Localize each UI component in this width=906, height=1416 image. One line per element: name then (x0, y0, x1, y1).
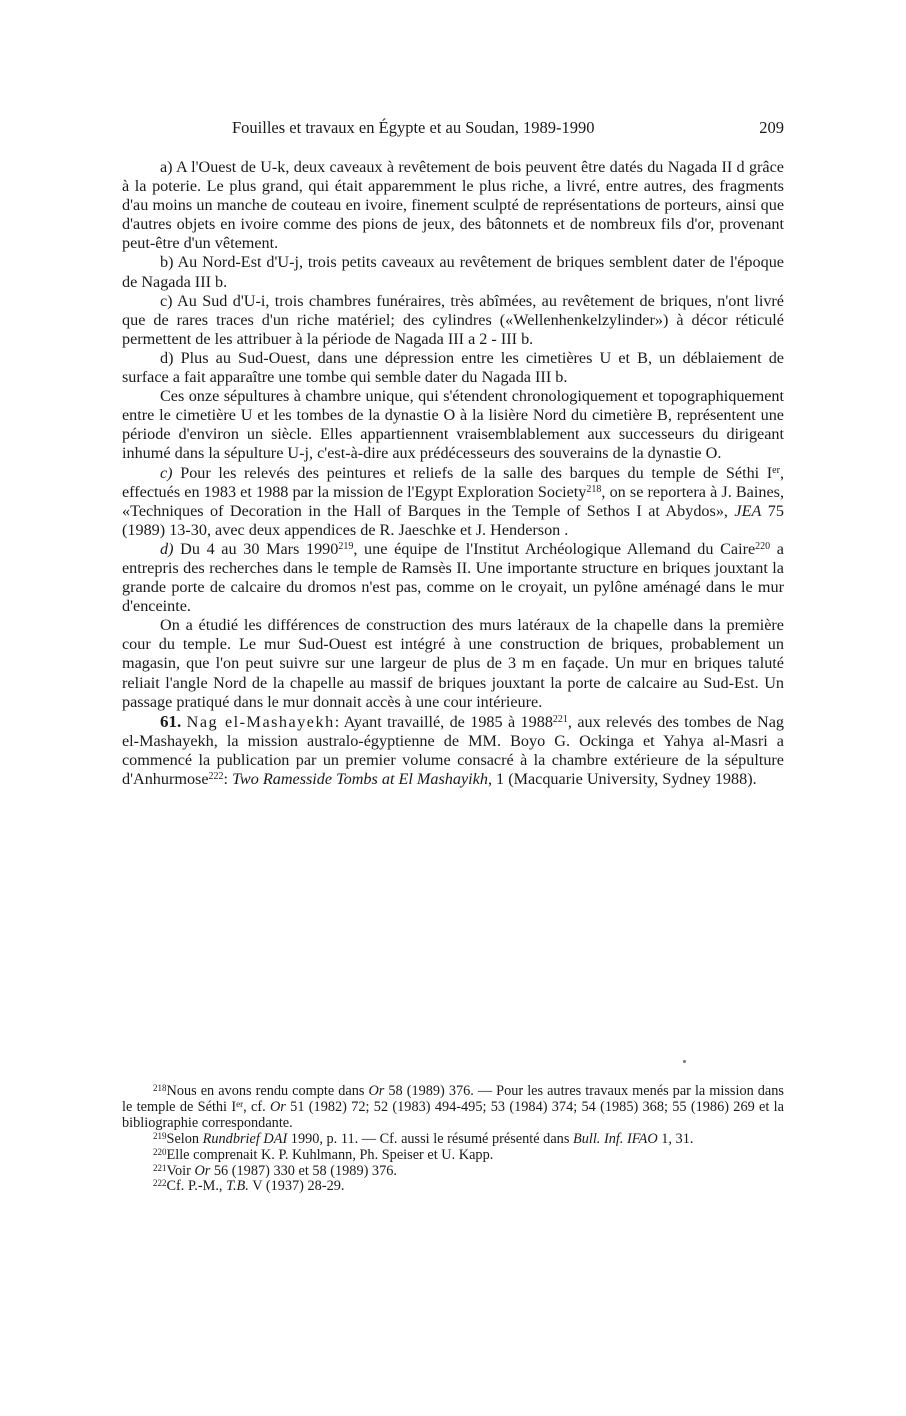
paragraph-sethi-temple: c) Pour les relevés des peintures et reliefs de la salle des barques du temple de Séthi Ier, effectués en 1983 et 1988 par la mission de l'Egypt Exploration Society$^{218}$, on se reportera à J. Baines, «Techniques of Decoration in the Hall of Barques in the Temple of Sethos I at Abydos», JEA 75 (1989) 13-30, avec deux appendices de R. Jaeschke et J. Henderson . (122, 463, 784, 539)
footnote-219: $^{219}$Selon Rundbrief DAI 1990, p. 11. — Cf. aussi le résumé présenté dans Bull. Inf. IFAO 1, 31. (153, 1130, 694, 1147)
footnote-220: $^{220}$Elle comprenait K. P. Kuhlmann, Ph. Speiser et U. Kapp. (153, 1146, 494, 1163)
footnote-ref-221[interactable]: 221 (552, 713, 568, 725)
footnotes (122, 1084, 784, 1195)
footnote-222: $^{222}$Cf. P.-M., T.B. V (1937) 28-29. (153, 1178, 345, 1195)
paragraph-a: a) A l'Ouest de U-k, deux caveaux à revêtement de bois peuvent être datés du Nagada II d grâce à la poterie. Le plus grand, qui était apparemment le plus riche, a livré, entre autres, des fragments d'au moins un manche de couteau en ivoire, finement sculpté de représentations de porteurs, ainsi que d'autres objets en ivoire comme des pions de jeux, des bâtonnets et de nombreux fils d'or, provenant peut-être d'un vêtement. (122, 158, 784, 253)
footnote-221: $^{221}$Voir Or 56 (1987) 330 et 58 (1989) 376. (153, 1162, 397, 1179)
running-header (122, 118, 784, 140)
book-title: Two Ramesside Tombs at El Mashayikh (232, 770, 488, 788)
running-title: Fouilles et travaux en Égypte et au Soudan, 1989-1990 (232, 118, 595, 137)
footnote-ref-218[interactable]: 218 (586, 483, 602, 495)
journal-title: JEA (734, 501, 762, 520)
paragraph-ramses-temple: d) Du 4 au 30 Mars 1990$^{219}$, une équipe de l'Institut Archéologique Allemand du Caire$^{220}$ a entrepris des recherches dans le temple de Ramsès II. Une importante structure en briques jouxtant la grande porte de calcaire du dromos n'est pas, comme on le croyait, un pylône aménagé dans le mur d'enceinte. (122, 539, 784, 616)
paragraph-label: d) (160, 539, 174, 558)
stray-dot (683, 1060, 686, 1063)
paragraph-d: d) Plus au Sud-Ouest, dans une dépression entre les cimetières U et B, un déblaiement de surface a fait apparaître une tombe qui semble dater du Nagada III b. (122, 348, 784, 387)
main-text (122, 158, 784, 789)
footnote-ref-219[interactable]: 219 (338, 540, 354, 552)
footnote-ref-220[interactable]: 220 (755, 540, 771, 552)
footnote-ref-222[interactable]: 222 (208, 771, 224, 782)
paragraph-chapel: On a étudié les différences de construction des murs latéraux de la chapelle dans la première cour du temple. Le mur Sud-Ouest est intégré à une construction de briques, probablement un magasin, que l'on peut suivre sur une largeur de plus de 3 m en façade. Un mur en briques taluté reliait l'angle Nord de la chapelle au massif de briques jouxtant la porte de calcaire au Sud-Est. Un passage pratiqué dans le mur donnait accès à une cour intérieure. (122, 616, 784, 711)
paragraph-61: 61. Nag el-Mashayekh: Ayant travaillé, de 1985 à 1988$^{221}$, aux relevés des tombes de Nag el-Mashayekh, la mission australo-égyptienne de MM. Boyo G. Ockinga et Yahya al-Masri a commencé la publication par un premier volume consacré à la chambre extérieure de la sépulture d'Anhurmose$^{222}$: Two Ramesside Tombs at El Mashayikh, 1 (Macquarie University, Sydney 1988). (122, 711, 785, 788)
paragraph-b: b) Au Nord-Est d'U-j, trois petits caveaux au revêtement de briques semblent dater de l'époque de Nagada III b. (122, 253, 784, 291)
paragraph-summary: Ces onze sépultures à chambre unique, qui s'étendent chronologiquement et topographiquement entre le cimetière U et les tombes de la dynastie O à la lisière Nord du cimetière B, représentent une période d'environ un siècle. Elles appartiennent vraisemblablement aux successeurs du dirigeant inhumé dans la sépulture U-j, c'est-à-dire aux prédécesseurs des souverains de la dynastie O. (122, 387, 784, 463)
page-number: 209 (759, 118, 784, 137)
section-number: 61. (160, 711, 182, 731)
site-name: Nag el-Mashayekh (186, 712, 335, 731)
paragraph-c: c) Au Sud d'U-i, trois chambres funéraires, très abîmées, au revêtement de briques, n'ont livré que de rares traces d'un riche matériel; des cylindres («Wellenhenkelzylinder») à décor réticulé permettent de les attribuer à la période de Nagada III a 2 - III b. (122, 291, 784, 348)
footnote-218: $^{218}$Nous en avons rendu compte dans Or 58 (1989) 376. — Pour les autres travaux menés par la mission dans le temple de Séthi Ier, cf. Or 51 (1982) 72; 52 (1983) 494-495; 53 (1984) 374; 54 (1985) 368; 55 (1986) 269 et la bibliographie correspondante. (122, 1083, 784, 1131)
paragraph-label: c) (160, 463, 173, 482)
